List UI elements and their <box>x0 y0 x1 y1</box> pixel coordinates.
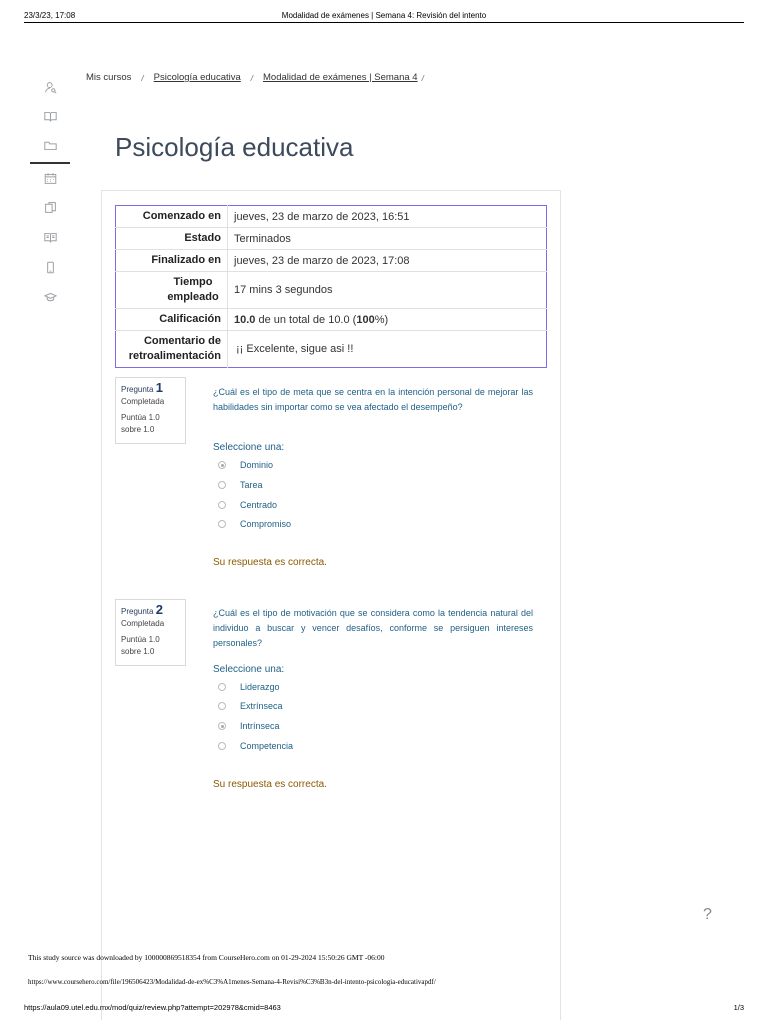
question-score-max: sobre 1.0 <box>121 647 155 656</box>
summary-value <box>228 309 547 331</box>
question-state: Completada <box>121 397 165 406</box>
summary-key: Comentario de retroalimentación <box>116 331 228 368</box>
answer-option[interactable] <box>218 500 277 510</box>
question-info-box <box>115 377 186 444</box>
answer-option-label: Compromiso <box>240 519 292 529</box>
grade-text: de un total de 10.0 ( <box>255 313 357 326</box>
answer-option-label: Extrínseca <box>240 701 283 711</box>
graduation-cap-icon[interactable] <box>30 284 70 310</box>
radio-button[interactable] <box>218 702 226 710</box>
breadcrumb <box>86 72 434 83</box>
print-title: Modalidad de exámenes | Semana 4: Revisión del intento <box>281 11 487 20</box>
print-date: 23/3/23, 17:08 <box>24 11 76 20</box>
grade-value: 10.0 <box>234 313 256 326</box>
breadcrumb-separator: / <box>141 74 144 83</box>
answer-feedback: Su respuesta es correcta. <box>213 557 327 568</box>
grade-percent: 100 <box>356 313 375 326</box>
open-book-icon[interactable] <box>30 224 70 250</box>
question-label: Pregunta <box>121 607 154 616</box>
question-info-box <box>115 599 186 666</box>
radio-button[interactable] <box>218 520 226 528</box>
answer-feedback: Su respuesta es correcta. <box>213 779 327 790</box>
breadcrumb-item[interactable]: Mis cursos <box>86 72 132 83</box>
breadcrumb-separator: / <box>421 74 424 83</box>
summary-key <box>116 272 228 309</box>
answer-prompt: Seleccione una: <box>213 442 285 453</box>
radio-button[interactable] <box>218 501 226 509</box>
summary-key: Finalizado en <box>116 250 228 272</box>
question-state: Completada <box>121 619 165 628</box>
help-button[interactable]: ? <box>703 906 712 923</box>
summary-value: jueves, 23 de marzo de 2023, 16:51 <box>234 210 410 223</box>
page-title: Psicología educativa <box>115 132 354 162</box>
radio-button[interactable] <box>218 461 226 469</box>
summary-row <box>116 331 547 368</box>
summary-row <box>116 272 547 309</box>
book-icon[interactable] <box>30 103 70 129</box>
grade-suffix: %) <box>374 313 389 326</box>
source-url: https://www.coursehero.com/file/196506423/Modalidad-de-ex%C3%A1menes-Semana-4-Revisi%C3%B3n-del-intento-psicologia-educativapdf/ <box>28 978 436 986</box>
copy-icon[interactable] <box>30 194 70 220</box>
radio-button[interactable] <box>218 722 226 730</box>
question-number <box>121 382 180 396</box>
summary-row <box>116 206 547 228</box>
question-text: ¿Cuál es el tipo de meta que se centra en la intención personal de mejorar las habilidades sin importar como se vea afectado el desempeño? <box>213 387 533 412</box>
radio-button[interactable] <box>218 683 226 691</box>
summary-value: Terminados <box>228 228 547 250</box>
answer-option-label: Dominio <box>240 460 274 470</box>
answer-prompt: Seleccione una: <box>213 664 285 675</box>
summary-key-text: Tiempo empleado <box>167 276 219 303</box>
source-notice: This study source was downloaded by 100000869518354 from CourseHero.com on 01-29-2024 15:50:26 GMT -06:00 <box>28 953 385 962</box>
question-text: ¿Cuál es el tipo de motivación que se considera como la tendencia natural del individuo a buscar y vencer desafíos, conforme se persiguen intereses personales? <box>213 608 533 648</box>
summary-value: 17 mins 3 segundos <box>228 272 547 309</box>
question-number <box>121 604 180 618</box>
question-label: Pregunta <box>121 385 154 394</box>
sidebar-active-indicator <box>30 162 70 164</box>
answer-option-label: Tarea <box>240 480 263 490</box>
answer-option[interactable] <box>218 721 280 731</box>
answer-option-label: Intrínseca <box>240 721 280 731</box>
phone-icon[interactable] <box>30 254 70 280</box>
header-rule <box>24 22 744 23</box>
answer-option[interactable] <box>218 701 283 711</box>
answer-option-label: Liderazgo <box>240 682 280 692</box>
user-search-icon[interactable] <box>30 74 70 100</box>
question-number-value: 1 <box>155 380 163 395</box>
summary-row <box>116 250 547 272</box>
print-header <box>0 0 768 22</box>
summary-key: Estado <box>116 228 228 250</box>
summary-value: jueves, 23 de marzo de 2023, 17:08 <box>228 250 547 272</box>
breadcrumb-separator: / <box>250 74 254 83</box>
calendar-icon[interactable] <box>30 165 70 191</box>
question-score-max: sobre 1.0 <box>121 425 155 434</box>
question-score: Puntúa 1.0 <box>121 635 160 644</box>
summary-key: Calificación <box>116 309 228 331</box>
summary-key: Comenzado en <box>116 206 228 228</box>
question-number-value: 2 <box>155 602 163 617</box>
folder-icon[interactable] <box>30 132 70 158</box>
answer-option-label: Competencia <box>240 741 294 751</box>
summary-row <box>116 228 547 250</box>
breadcrumb-link[interactable]: Psicología educativa <box>153 72 241 83</box>
answer-option[interactable] <box>218 460 273 470</box>
answer-option[interactable] <box>218 519 291 529</box>
summary-value: ¡¡ Excelente, sigue asi !! <box>228 331 547 368</box>
answer-option-label: Centrado <box>240 500 278 510</box>
summary-row <box>116 309 547 331</box>
print-url: https://aula09.utel.edu.mx/mod/quiz/review.php?attempt=202978&cmid=8463 <box>24 1003 281 1012</box>
radio-button[interactable] <box>218 742 226 750</box>
answer-option[interactable] <box>218 480 263 490</box>
radio-button[interactable] <box>218 481 226 489</box>
attempt-summary-table <box>115 205 547 368</box>
answer-option[interactable] <box>218 741 293 751</box>
answer-option[interactable] <box>218 682 280 692</box>
breadcrumb-link[interactable]: Modalidad de exámenes | Semana 4 <box>263 72 418 83</box>
question-score: Puntúa 1.0 <box>121 413 160 422</box>
print-page-number: 1/3 <box>733 1003 744 1012</box>
